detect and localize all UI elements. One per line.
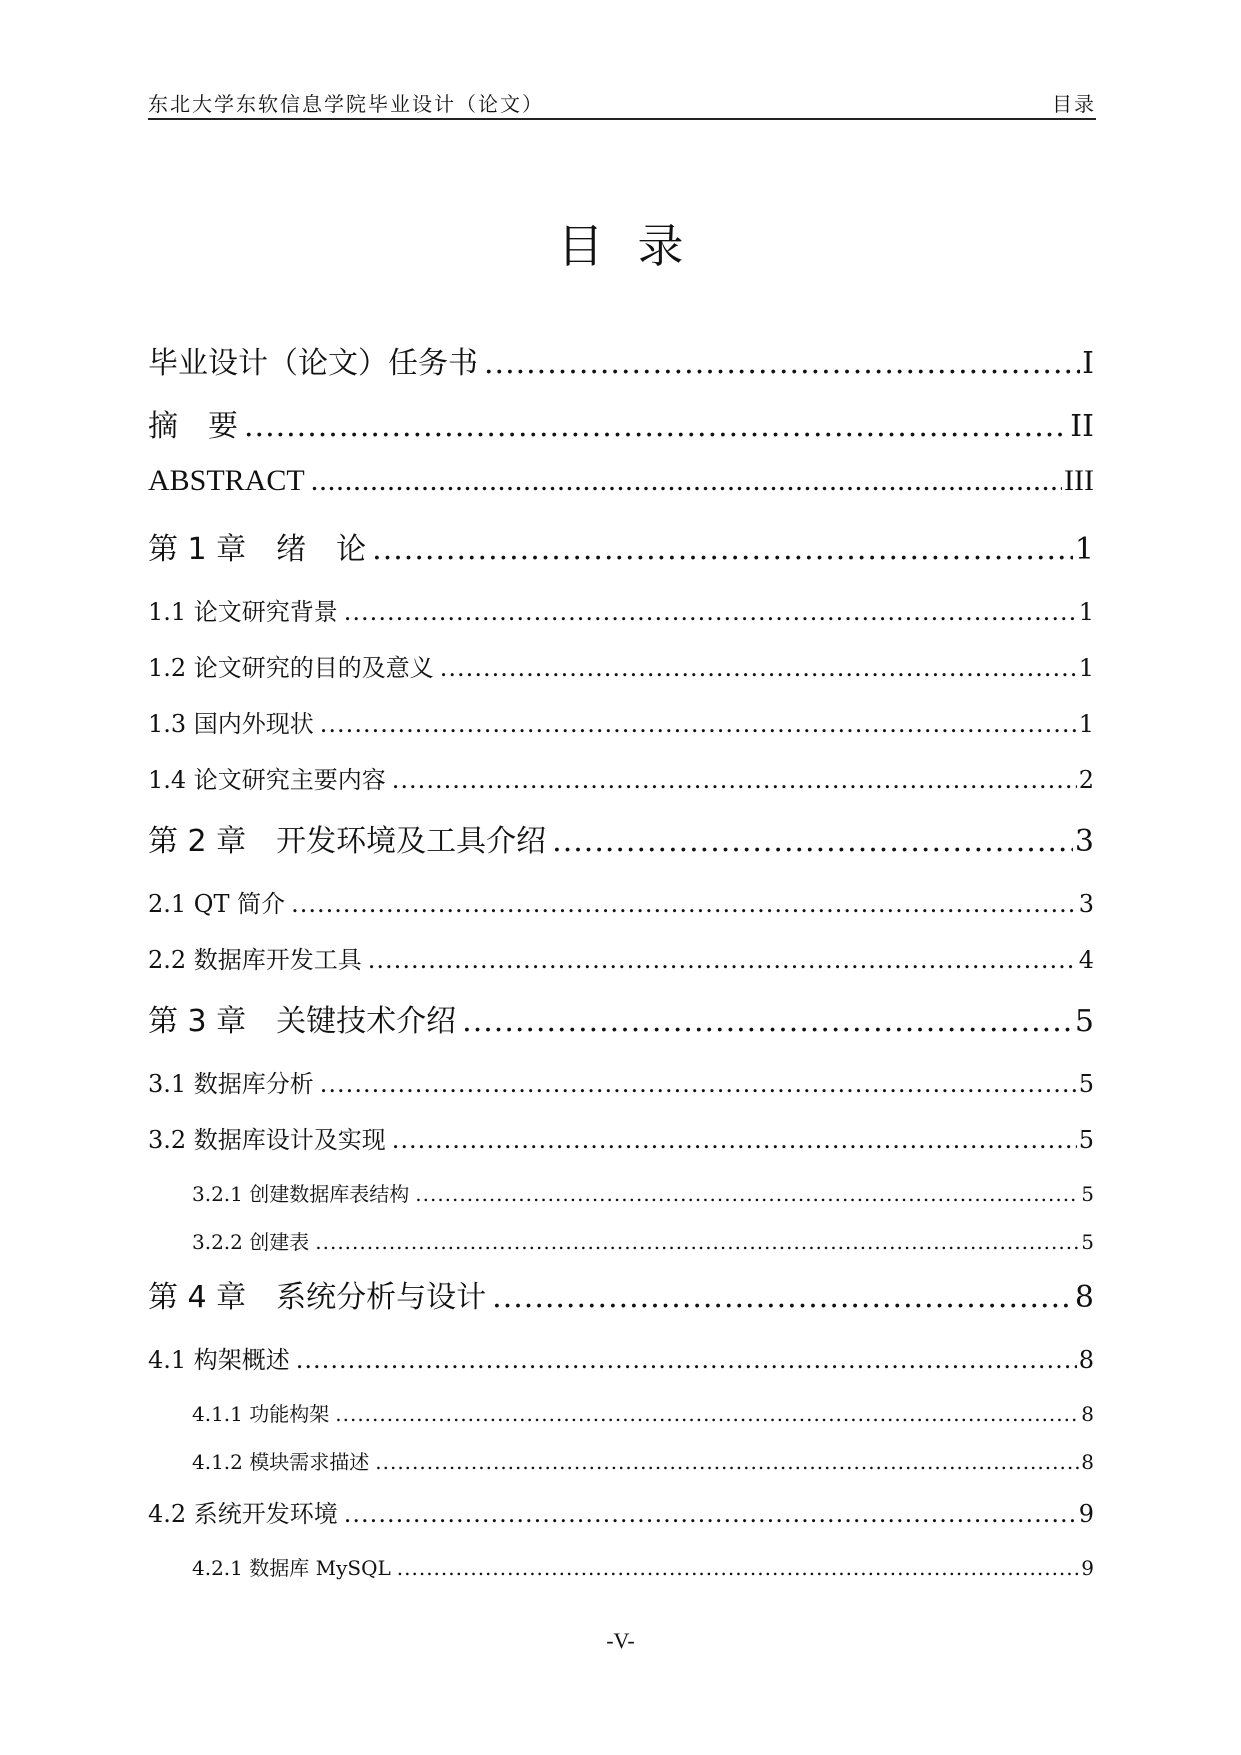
toc-page-number: 1 [1078, 710, 1094, 738]
toc-leader-dots [315, 1230, 1079, 1254]
toc-entry-label: 1.1 论文研究背景 [148, 598, 338, 626]
toc-entry-label: 4.1 构架概述 [148, 1346, 290, 1374]
toc-entry-label: 3.2.1 创建数据库表结构 [192, 1182, 410, 1206]
toc-entry-label: 2.2 数据库开发工具 [148, 946, 362, 974]
toc-leader-dots [392, 1126, 1077, 1154]
toc-leader-dots [375, 1450, 1079, 1474]
toc-entry-label: 4.1.2 模块需求描述 [192, 1450, 370, 1474]
toc-leader-dots [368, 946, 1077, 974]
toc-page-number: I [1082, 346, 1094, 381]
toc-entry-label: 毕业设计（论文）任务书 [148, 346, 478, 381]
running-header [148, 88, 1096, 120]
toc-entry-chapter-2[interactable] [148, 816, 1094, 860]
toc-entry-label: 1.4 论文研究主要内容 [148, 766, 386, 794]
toc-entry-label: 第 1 章 绪 论 [148, 532, 367, 567]
toc-page-number: III [1064, 464, 1094, 497]
toc-page-number: 5 [1078, 1070, 1094, 1098]
toc-entry-label: ABSTRACT [148, 464, 305, 497]
toc-leader-dots [440, 654, 1077, 682]
toc-entry-task-book[interactable] [148, 338, 1094, 382]
toc-page-number: 5 [1074, 1004, 1094, 1039]
toc-leader-dots [392, 766, 1077, 794]
toc-page-number: II [1070, 409, 1094, 444]
toc-leader-dots [291, 890, 1077, 918]
toc-page-number: 9 [1078, 1500, 1094, 1528]
toc-entry-label: 3.1 数据库分析 [148, 1070, 314, 1098]
toc-page-number: 3 [1078, 890, 1094, 918]
toc-entry-4-2-1[interactable] [192, 1552, 1094, 1581]
toc-entry-chapter-4[interactable] [148, 1272, 1094, 1316]
toc-page-number: 8 [1074, 1280, 1094, 1315]
toc-leader-dots [552, 824, 1073, 859]
toc-entry-2-1[interactable] [148, 884, 1094, 919]
toc-page-number: 8 [1081, 1402, 1094, 1426]
toc-page-number: 3 [1074, 824, 1094, 859]
toc-entry-label: 第 2 章 开发环境及工具介绍 [148, 824, 547, 859]
toc-page-number: 8 [1078, 1346, 1094, 1374]
toc-entry-1-1[interactable] [148, 592, 1094, 627]
toc-page-number: 5 [1081, 1230, 1094, 1254]
toc-leader-dots [492, 1280, 1073, 1315]
toc-leader-dots [244, 409, 1068, 444]
page-title: 目录 [557, 219, 718, 273]
toc-entry-3-2-1[interactable] [192, 1178, 1094, 1207]
toc-page-number: 1 [1078, 598, 1094, 626]
toc-entry-label: 第 4 章 系统分析与设计 [148, 1280, 487, 1315]
toc-entry-1-2[interactable] [148, 648, 1094, 683]
toc-page-number: 8 [1081, 1450, 1094, 1474]
toc-page-number: 1 [1078, 654, 1094, 682]
toc-entry-abstract-cn[interactable] [148, 401, 1094, 445]
toc-entry-4-2[interactable] [148, 1494, 1094, 1529]
toc-leader-dots [462, 1004, 1073, 1039]
toc-leader-dots [344, 598, 1077, 626]
toc-leader-dots [335, 1402, 1079, 1426]
toc-entry-abstract-en[interactable] [148, 464, 1094, 498]
toc-leader-dots [397, 1556, 1080, 1580]
toc-entry-1-4[interactable] [148, 760, 1094, 795]
toc-leader-dots [484, 346, 1080, 381]
page-number-footer: -V- [606, 1628, 635, 1653]
toc-entry-chapter-1[interactable] [148, 524, 1094, 568]
toc-entry-4-1[interactable] [148, 1340, 1094, 1375]
toc-entry-3-2-2[interactable] [192, 1226, 1094, 1255]
toc-entry-label: 1.2 论文研究的目的及意义 [148, 654, 434, 682]
toc-entry-label: 2.1 QT 简介 [148, 890, 286, 918]
toc-page-number: 5 [1078, 1126, 1094, 1154]
toc-page-number: 2 [1078, 766, 1094, 794]
toc-leader-dots [320, 710, 1077, 738]
toc-entry-label: 4.2 系统开发环境 [148, 1500, 338, 1528]
toc-entry-4-1-2[interactable] [192, 1446, 1094, 1475]
toc-entry-3-2[interactable] [148, 1120, 1094, 1155]
toc-entry-label: 1.3 国内外现状 [148, 710, 314, 738]
toc-entry-chapter-3[interactable] [148, 996, 1094, 1040]
toc-page-number: 9 [1081, 1556, 1094, 1580]
toc-entry-label: 4.1.1 功能构架 [192, 1402, 330, 1426]
toc-leader-dots [296, 1346, 1077, 1374]
toc-entry-label: 3.2.2 创建表 [192, 1230, 310, 1254]
toc-page-number: 4 [1078, 946, 1094, 974]
header-section-name: 目录 [1052, 92, 1096, 116]
toc-entry-2-2[interactable] [148, 940, 1094, 975]
toc-leader-dots [311, 464, 1062, 498]
toc-page-number: 1 [1074, 532, 1094, 567]
toc-page-number: 5 [1081, 1182, 1094, 1206]
toc-entry-label: 4.2.1 数据库 MySQL [192, 1556, 391, 1580]
toc-leader-dots [415, 1182, 1079, 1206]
toc-leader-dots [344, 1500, 1077, 1528]
header-thesis-title: 东北大学东软信息学院毕业设计（论文） [148, 92, 544, 116]
toc-leader-dots [320, 1070, 1077, 1098]
toc-entry-3-1[interactable] [148, 1064, 1094, 1099]
toc-entry-label: 第 3 章 关键技术介绍 [148, 1004, 457, 1039]
toc-entry-label: 摘 要 [148, 409, 238, 444]
toc-leader-dots [372, 532, 1073, 567]
toc-entry-1-3[interactable] [148, 704, 1094, 739]
toc-entry-label: 3.2 数据库设计及实现 [148, 1126, 386, 1154]
toc-entry-4-1-1[interactable] [192, 1398, 1094, 1427]
